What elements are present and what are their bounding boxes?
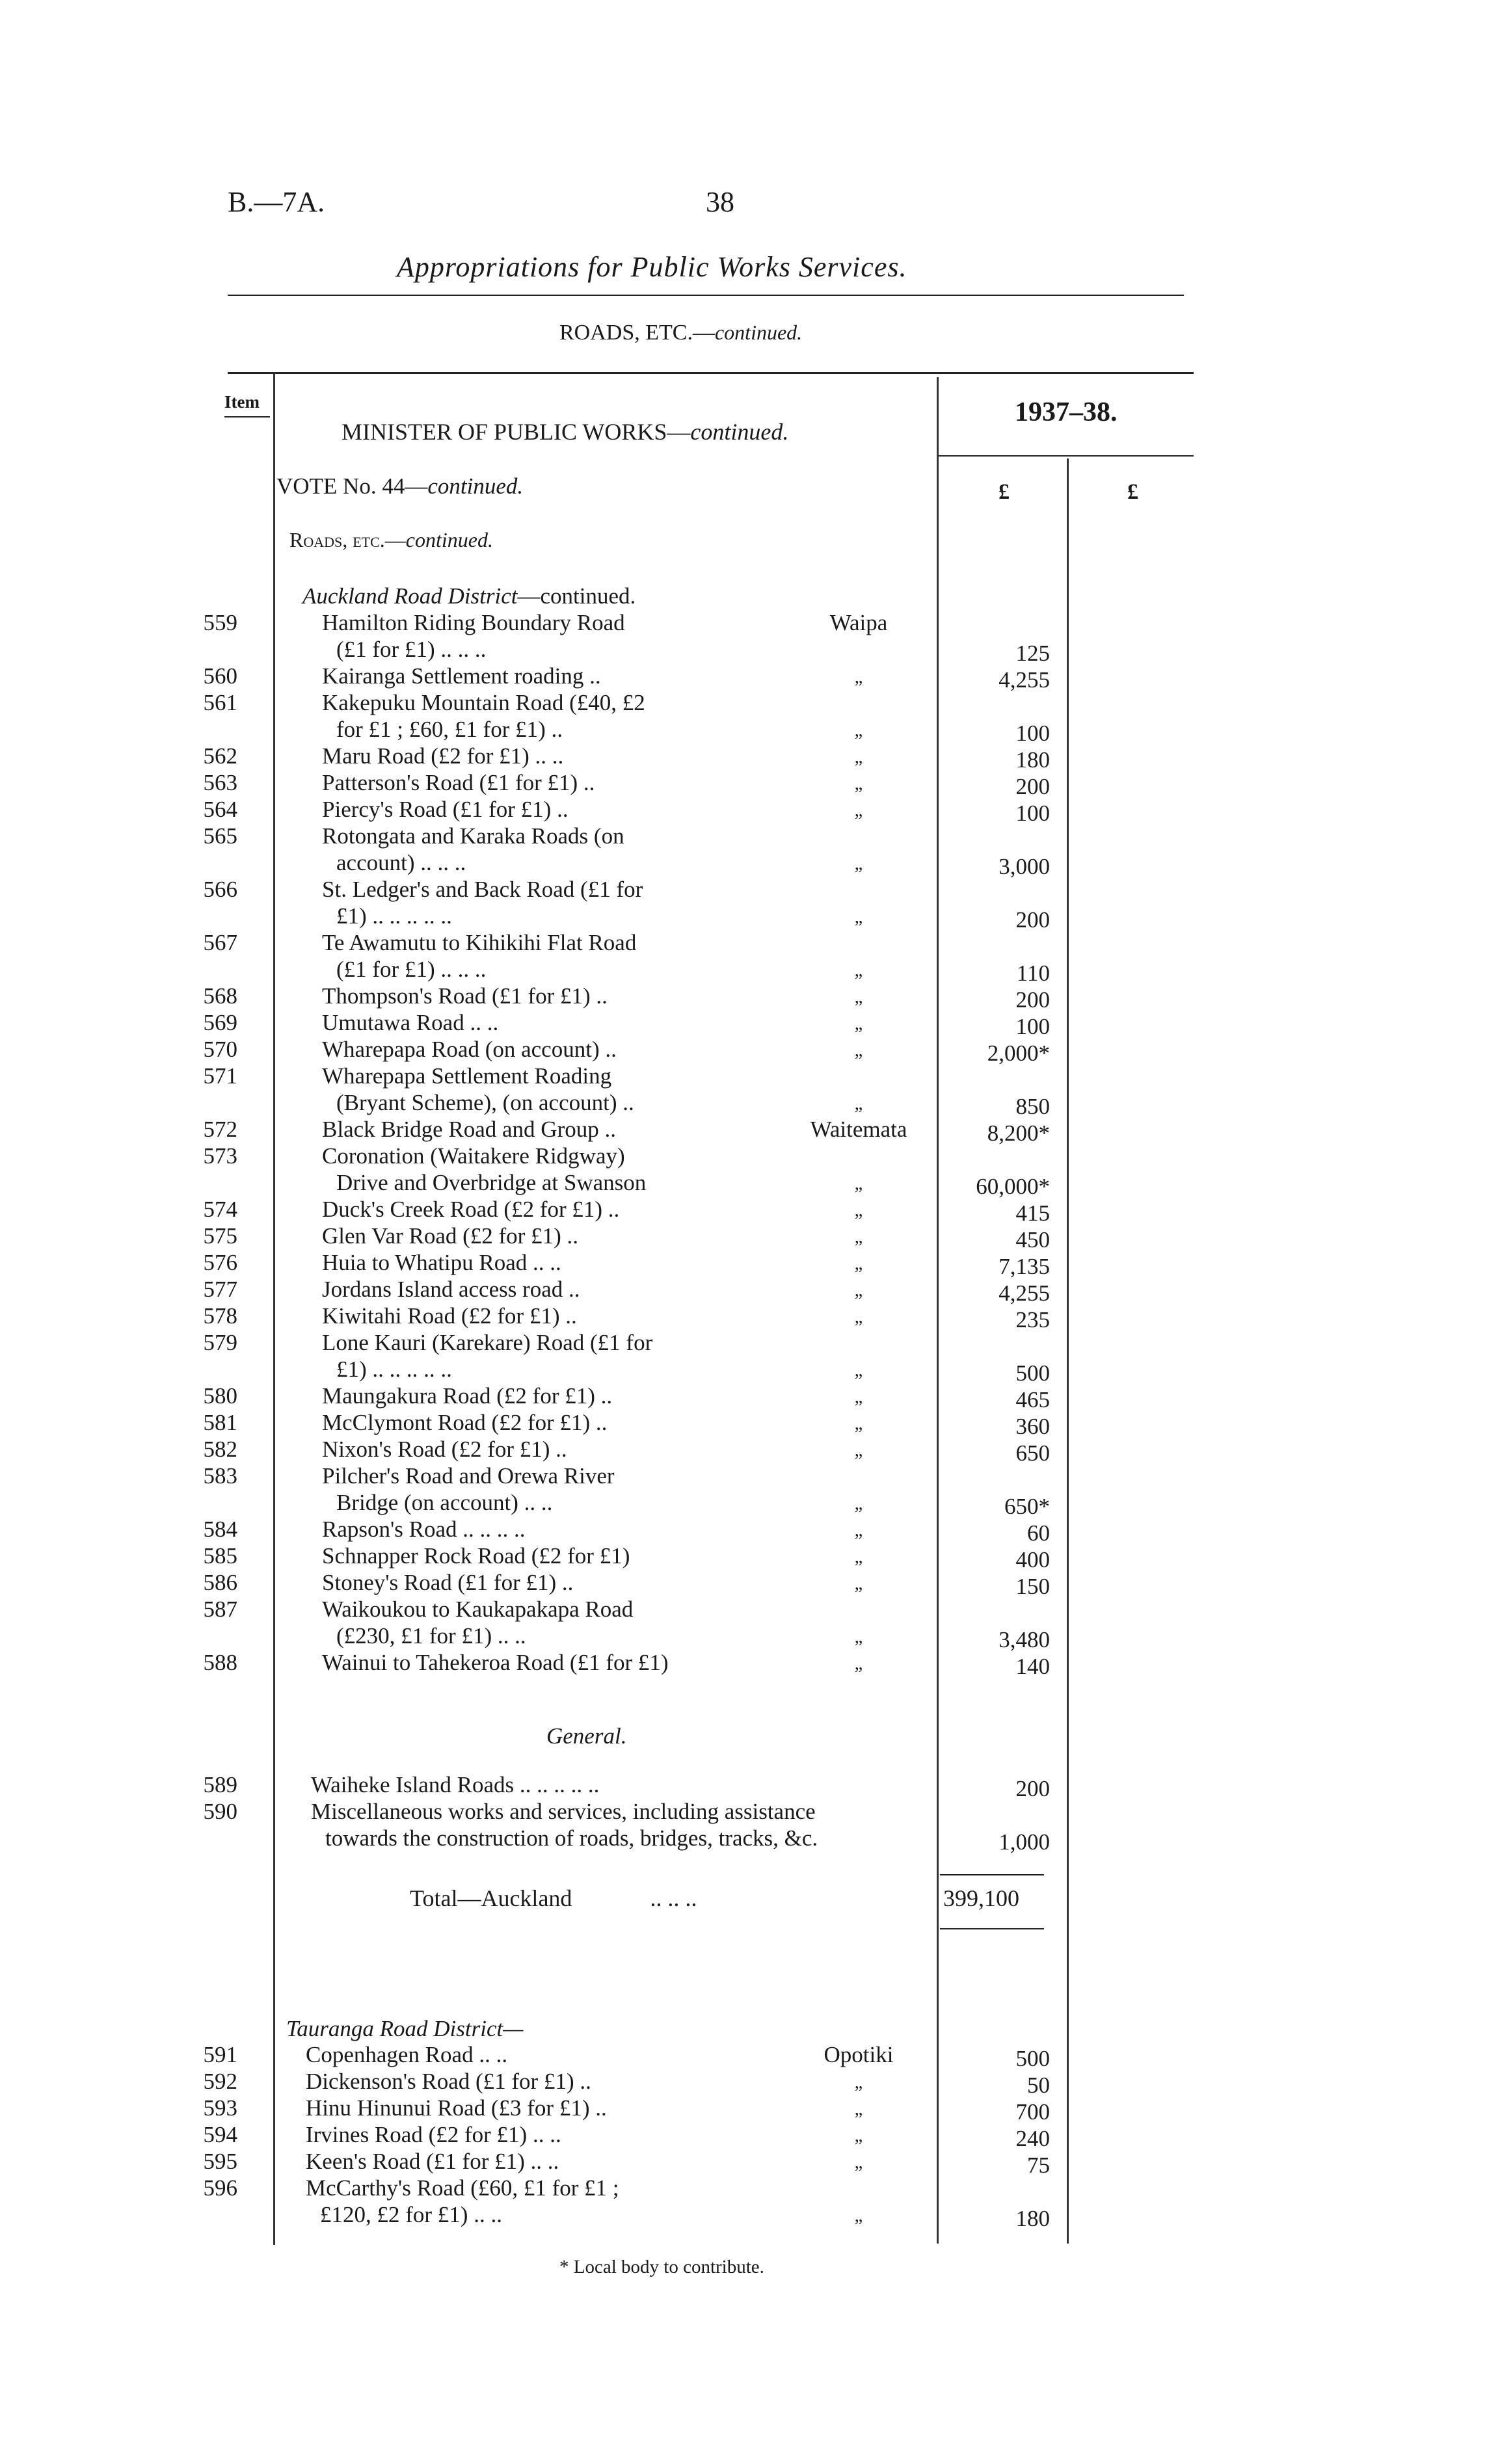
item-number: 593 xyxy=(203,2095,237,2121)
amount-value: 60,000* xyxy=(976,1174,1050,1199)
amount-value: 180 xyxy=(1015,2206,1050,2231)
district-name: „ xyxy=(854,1574,863,1594)
item-header-rule xyxy=(224,416,270,417)
item-description-line: Schnapper Rock Road (£2 for £1) xyxy=(322,1543,630,1569)
pound-column-1-header: £ xyxy=(998,480,1010,504)
item-description-line: Wharepapa Settlement Roading xyxy=(322,1063,612,1089)
district-name: „ xyxy=(854,2153,863,2173)
amount-value: 2,000* xyxy=(987,1040,1050,1066)
item-number: 575 xyxy=(203,1223,237,1249)
district-name: Waipa xyxy=(829,610,888,635)
item-description-line: towards the construction of roads, bridges, tracks, &c. xyxy=(325,1825,818,1851)
item-description-line: Stoney's Road (£1 for £1) .. xyxy=(322,1570,574,1595)
item-column-header: Item xyxy=(224,392,260,412)
item-description-line: £1) .. .. .. .. .. xyxy=(336,903,452,929)
item-number: 588 xyxy=(203,1650,237,1675)
amount-value: 235 xyxy=(1015,1307,1050,1332)
item-description-line: Nixon's Road (£2 for £1) .. xyxy=(322,1437,567,1462)
amount-column-left-rule xyxy=(937,377,939,2244)
item-number: 573 xyxy=(203,1143,237,1169)
amount-value: 360 xyxy=(1015,1414,1050,1439)
item-number: 584 xyxy=(203,1517,237,1542)
pound-column-2-header: £ xyxy=(1127,480,1138,504)
item-number: 585 xyxy=(203,1543,237,1569)
item-number: 568 xyxy=(203,983,237,1009)
district-name: „ xyxy=(854,1227,863,1247)
item-number: 580 xyxy=(203,1383,237,1409)
item-description-line: (£1 for £1) .. .. .. xyxy=(336,957,487,982)
item-number: 560 xyxy=(203,663,237,689)
vote-heading: VOTE No. 44—continued. xyxy=(276,473,524,499)
item-number: 586 xyxy=(203,1570,237,1595)
district-name: „ xyxy=(854,1254,863,1274)
amount-value: 500 xyxy=(1015,1360,1050,1386)
item-number: 578 xyxy=(203,1303,237,1329)
district-name: „ xyxy=(854,1040,863,1061)
item-number: 595 xyxy=(203,2149,237,2174)
total-top-rule xyxy=(940,1874,1044,1875)
amount-value: 140 xyxy=(1015,1654,1050,1679)
item-description-line: Bridge (on account) .. .. xyxy=(336,1490,553,1515)
item-number: 589 xyxy=(203,1772,237,1797)
item-description-line: Hinu Hinunui Road (£3 for £1) .. xyxy=(306,2095,607,2121)
district-name: „ xyxy=(854,1174,863,1194)
district-name: „ xyxy=(854,747,863,767)
district-name: „ xyxy=(854,960,863,981)
total-bottom-rule xyxy=(940,1928,1044,1929)
amount-value: 180 xyxy=(1015,747,1050,773)
item-description-line: Waiheke Island Roads .. .. .. .. .. xyxy=(311,1772,600,1797)
amount-value: 8,200* xyxy=(987,1120,1050,1146)
item-number: 594 xyxy=(203,2122,237,2147)
item-description-line: account) .. .. .. xyxy=(336,850,466,875)
item-number: 590 xyxy=(203,1799,237,1824)
item-description-line: Miscellaneous works and services, including assistance xyxy=(311,1799,816,1824)
item-description-line: Kakepuku Mountain Road (£40, £2 xyxy=(322,690,645,715)
year-column-header: 1937–38. xyxy=(1015,397,1118,427)
amount-value: 650* xyxy=(1004,1494,1050,1519)
district-name: „ xyxy=(854,907,863,927)
amount-value: 650 xyxy=(1015,1440,1050,1466)
item-number: 579 xyxy=(203,1330,237,1355)
item-description-line: Patterson's Road (£1 for £1) .. xyxy=(322,770,595,795)
amount-value: 850 xyxy=(1015,1094,1050,1119)
section-subtitle: ROADS, ETC.—continued. xyxy=(559,321,803,345)
district-name: „ xyxy=(854,2099,863,2119)
item-number: 587 xyxy=(203,1596,237,1622)
item-description-line: Duck's Creek Road (£2 for £1) .. xyxy=(322,1197,620,1222)
item-number: 572 xyxy=(203,1117,237,1142)
item-number: 561 xyxy=(203,690,237,715)
district-name: „ xyxy=(854,1360,863,1381)
item-description-line: Huia to Whatipu Road .. .. xyxy=(322,1250,561,1275)
total-amount: 399,100 xyxy=(943,1885,1019,1911)
amount-value: 4,255 xyxy=(998,1280,1050,1306)
item-description-line: Kairanga Settlement roading .. xyxy=(322,663,601,689)
amount-column-divider xyxy=(1067,458,1069,2244)
item-description-line: Umutawa Road .. .. xyxy=(322,1010,499,1035)
item-description-line: Jordans Island access road .. xyxy=(322,1277,580,1302)
item-description-line: McClymont Road (£2 for £1) .. xyxy=(322,1410,608,1435)
district-name: „ xyxy=(854,1387,863,1407)
amount-value: 200 xyxy=(1015,774,1050,799)
district-name: Waitemata xyxy=(810,1117,907,1142)
district-name: „ xyxy=(854,801,863,821)
amount-value: 415 xyxy=(1015,1200,1050,1226)
amount-value: 75 xyxy=(1027,2153,1050,2178)
amount-value: 100 xyxy=(1015,1014,1050,1039)
item-number: 567 xyxy=(203,930,237,955)
item-description-line: Copenhagen Road .. .. xyxy=(306,2042,508,2067)
district-name: „ xyxy=(854,721,863,741)
item-description-line: Coronation (Waitakere Ridgway) xyxy=(322,1143,625,1169)
amount-value: 60 xyxy=(1027,1520,1050,1546)
item-description-line: Dickenson's Road (£1 for £1) .. xyxy=(306,2069,591,2094)
amount-value: 125 xyxy=(1015,641,1050,666)
district-name: „ xyxy=(854,1200,863,1221)
amount-value: 50 xyxy=(1027,2073,1050,2098)
amount-value: 240 xyxy=(1015,2126,1050,2151)
district-name: „ xyxy=(854,1440,863,1461)
district-name: „ xyxy=(854,1014,863,1034)
item-description-line: Lone Kauri (Karekare) Road (£1 for xyxy=(322,1330,653,1355)
item-number: 577 xyxy=(203,1277,237,1302)
amount-value: 200 xyxy=(1015,1776,1050,1801)
item-description-line: St. Ledger's and Back Road (£1 for xyxy=(322,877,643,902)
item-description-line: £1) .. .. .. .. .. xyxy=(336,1357,452,1382)
item-number: 596 xyxy=(203,2175,237,2201)
item-description-line: Black Bridge Road and Group .. xyxy=(322,1117,616,1142)
item-description-line: Hamilton Riding Boundary Road xyxy=(322,610,625,635)
amount-value: 100 xyxy=(1015,801,1050,826)
amount-value: 200 xyxy=(1015,907,1050,933)
item-number: 591 xyxy=(203,2042,237,2067)
item-description-line: for £1 ; £60, £1 for £1) .. xyxy=(336,717,563,742)
item-number: 574 xyxy=(203,1197,237,1222)
amount-value: 150 xyxy=(1015,1574,1050,1599)
item-number: 564 xyxy=(203,797,237,822)
item-description-line: (£230, £1 for £1) .. .. xyxy=(336,1623,526,1649)
amount-value: 7,135 xyxy=(998,1254,1050,1279)
item-description-line: Rotongata and Karaka Roads (on xyxy=(322,823,624,849)
amount-value: 100 xyxy=(1015,721,1050,746)
item-description-line: Te Awamutu to Kihikihi Flat Road xyxy=(322,930,637,955)
district-name: „ xyxy=(854,1654,863,1674)
district-name: „ xyxy=(854,987,863,1007)
item-number: 583 xyxy=(203,1463,237,1489)
item-description-line: £120, £2 for £1) .. .. xyxy=(320,2202,502,2227)
amount-value: 400 xyxy=(1015,1547,1050,1572)
district-name: „ xyxy=(854,854,863,874)
tauranga-district-heading: Tauranga Road District— xyxy=(286,2016,524,2041)
district-name: „ xyxy=(854,1280,863,1301)
item-description-line: Keen's Road (£1 for £1) .. .. xyxy=(306,2149,559,2174)
amount-value: 3,000 xyxy=(998,854,1050,879)
district-name: Opotiki xyxy=(824,2042,894,2067)
item-number: 570 xyxy=(203,1037,237,1062)
document-code: B.—7A. xyxy=(228,186,325,218)
ministry-heading: MINISTER OF PUBLIC WORKS—continued. xyxy=(342,419,789,445)
district-name: „ xyxy=(854,774,863,794)
amount-value: 200 xyxy=(1015,987,1050,1013)
district-name: „ xyxy=(854,1414,863,1434)
district-name: „ xyxy=(854,1494,863,1514)
amount-value: 465 xyxy=(1015,1387,1050,1412)
item-description-line: Glen Var Road (£2 for £1) .. xyxy=(322,1223,578,1249)
district-name: „ xyxy=(854,1547,863,1567)
amount-value: 700 xyxy=(1015,2099,1050,2125)
amount-value: 110 xyxy=(1016,960,1050,986)
item-description-line: (Bryant Scheme), (on account) .. xyxy=(336,1090,634,1115)
item-description-line: Rapson's Road .. .. .. .. xyxy=(322,1517,526,1542)
district-name: „ xyxy=(854,2073,863,2093)
item-description-line: Pilcher's Road and Orewa River xyxy=(322,1463,615,1489)
year-header-rule xyxy=(937,455,1194,457)
district-name: „ xyxy=(854,2126,863,2146)
item-description-line: Thompson's Road (£1 for £1) .. xyxy=(322,983,608,1009)
amount-value: 500 xyxy=(1015,2046,1050,2071)
general-heading: General. xyxy=(546,1723,627,1749)
page-title: Appropriations for Public Works Services. xyxy=(397,251,907,283)
item-number: 569 xyxy=(203,1010,237,1035)
item-description-line: Maungakura Road (£2 for £1) .. xyxy=(322,1383,613,1409)
item-number: 576 xyxy=(203,1250,237,1275)
table-top-rule xyxy=(228,372,1194,374)
amount-value: 3,480 xyxy=(998,1627,1050,1652)
item-description-line: Wainui to Tahekeroa Road (£1 for £1) xyxy=(322,1650,669,1675)
item-number: 559 xyxy=(203,610,237,635)
page-number: 38 xyxy=(706,186,734,218)
item-description-line: Drive and Overbridge at Swanson xyxy=(336,1170,647,1195)
item-number: 592 xyxy=(203,2069,237,2094)
item-description-line: Piercy's Road (£1 for £1) .. xyxy=(322,797,569,822)
item-number: 565 xyxy=(203,823,237,849)
item-number: 563 xyxy=(203,770,237,795)
district-name: „ xyxy=(854,1307,863,1327)
amount-value: 1,000 xyxy=(998,1829,1050,1855)
district-name: „ xyxy=(854,1520,863,1541)
auckland-district-heading: Auckland Road District—continued. xyxy=(302,583,636,609)
item-column-rule xyxy=(273,372,275,2245)
title-rule xyxy=(228,295,1184,296)
item-number: 582 xyxy=(203,1437,237,1462)
total-label: Total—Auckland .. .. .. xyxy=(410,1885,697,1911)
footnote: * Local body to contribute. xyxy=(559,2257,764,2277)
item-number: 566 xyxy=(203,877,237,902)
district-name: „ xyxy=(854,1094,863,1114)
item-description-line: (£1 for £1) .. .. .. xyxy=(336,637,487,662)
item-description-line: Waikoukou to Kaukapakapa Road xyxy=(322,1596,634,1622)
district-name: „ xyxy=(854,667,863,687)
item-description-line: Irvines Road (£2 for £1) .. .. xyxy=(306,2122,561,2147)
amount-value: 4,255 xyxy=(998,667,1050,693)
district-name: „ xyxy=(854,2206,863,2226)
item-description-line: Wharepapa Road (on account) .. xyxy=(322,1037,617,1062)
district-name: „ xyxy=(854,1627,863,1647)
item-number: 571 xyxy=(203,1063,237,1089)
item-number: 562 xyxy=(203,743,237,769)
item-number: 581 xyxy=(203,1410,237,1435)
item-description-line: Kiwitahi Road (£2 for £1) .. xyxy=(322,1303,577,1329)
item-description-line: McCarthy's Road (£60, £1 for £1 ; xyxy=(306,2175,619,2201)
roads-subheading: Roads, etc.—continued. xyxy=(289,528,493,551)
amount-value: 450 xyxy=(1015,1227,1050,1252)
item-description-line: Maru Road (£2 for £1) .. .. xyxy=(322,743,564,769)
